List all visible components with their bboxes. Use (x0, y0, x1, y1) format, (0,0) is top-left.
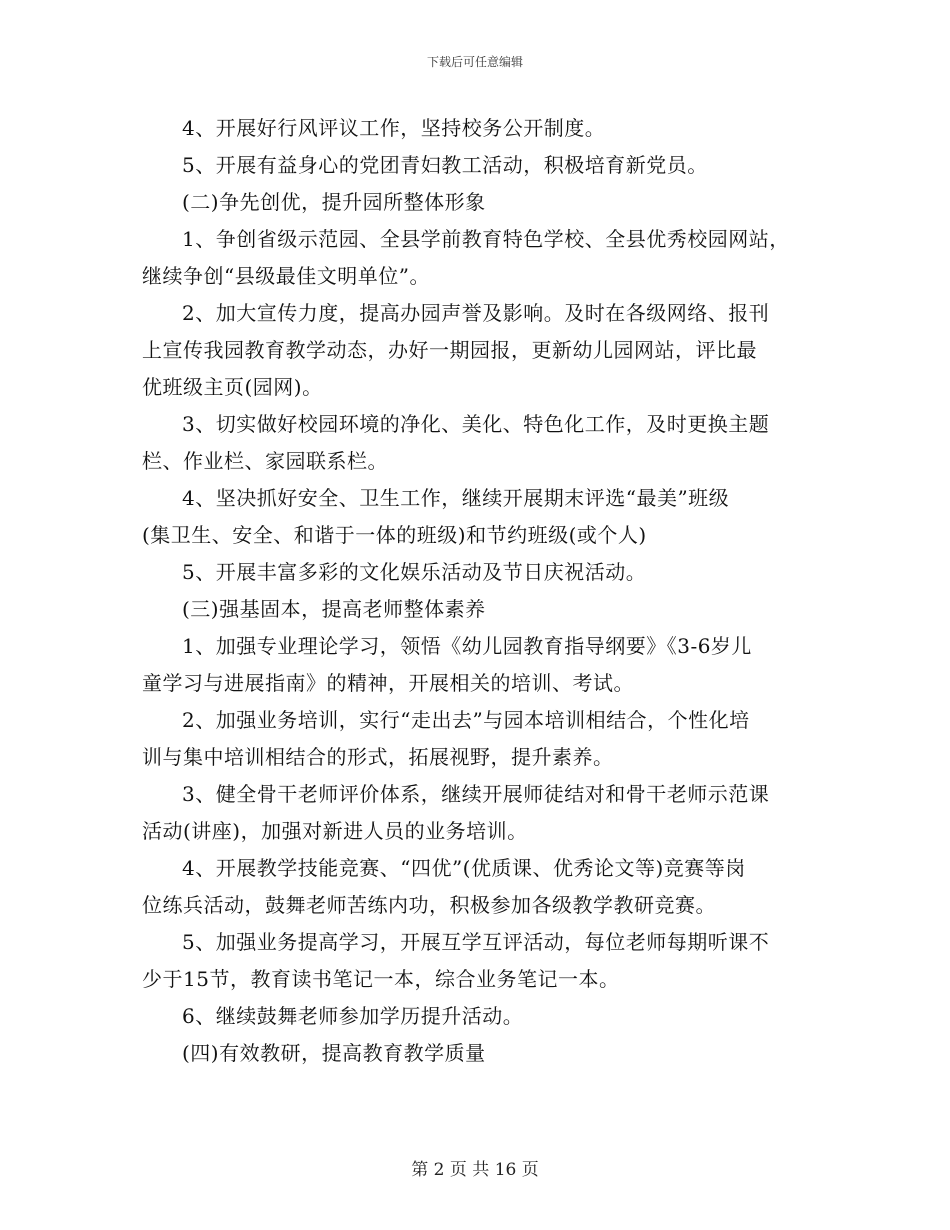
section-heading-3: (三)强基固本，提高老师整体素养 (182, 597, 486, 621)
line-7: 上宣传我园教育教学动态，办好一期园报，更新幼儿园网站，评比最 (142, 338, 757, 362)
line-18: 训与集中培训相结合的形式，拓展视野，提升素养。 (142, 745, 614, 769)
line-8: 优班级主页(园网)。 (142, 375, 323, 399)
line-5: 继续争创“县级最佳文明单位”。 (142, 264, 430, 288)
line-11: 4、坚决抓好安全、卫生工作，继续开展期末评选“最美”班级 (182, 486, 730, 510)
section-heading-4: (四)有效教研，提高教育教学质量 (182, 1041, 486, 1065)
line-12: (集卫生、安全、和谐于一体的班级)和节约班级(或个人) (142, 523, 647, 547)
line-25: 6、继续鼓舞老师参加学历提升活动。 (182, 1004, 524, 1028)
line-2: 5、开展有益身心的党团青妇教工活动，积极培育新党员。 (182, 153, 708, 177)
line-20: 活动(讲座)，加强对新进人员的业务培训。 (142, 819, 528, 843)
line-13: 5、开展丰富多彩的文化娱乐活动及节日庆祝活动。 (182, 560, 647, 584)
line-10: 栏、作业栏、家园联系栏。 (142, 449, 388, 473)
line-23: 5、加强业务提高学习，开展互学互评活动，每位老师每期听课不 (182, 930, 770, 954)
line-17: 2、加强业务培训，实行“走出去”与园本培训相结合，个性化培 (182, 708, 750, 732)
line-9: 3、切实做好校园环境的净化、美化、特色化工作，及时更换主题 (182, 412, 770, 436)
section-heading-2: (二)争先创优，提升园所整体形象 (182, 190, 486, 214)
line-19: 3、健全骨干老师评价体系，继续开展师徒结对和骨干老师示范课 (182, 782, 770, 806)
line-22: 位练兵活动，鼓舞老师苦练内功，积极参加各级教学教研竞赛。 (142, 893, 716, 917)
line-15: 1、加强专业理论学习，领悟《幼儿园教育指导纲要》《3-6岁儿 (182, 634, 752, 658)
line-6: 2、加大宣传力度，提高办园声誉及影响。及时在各级网络、报刊 (182, 301, 770, 325)
line-24: 少于15节，教育读书笔记一本，综合业务笔记一本。 (142, 967, 620, 991)
line-1: 4、开展好行风评议工作，坚持校务公开制度。 (182, 116, 606, 140)
document-body (142, 110, 807, 1072)
line-21: 4、开展教学技能竞赛、“四优”(优质课、优秀论文等)竞赛等岗 (182, 856, 746, 880)
line-16: 童学习与进展指南》的精神，开展相关的培训、考试。 (142, 671, 634, 695)
page-number: 第 2 页 共 16 页 (411, 1160, 539, 1180)
page-header-note: 下载后可任意编辑 (426, 55, 523, 69)
line-4: 1、争创省级示范园、全县学前教育特色学校、全县优秀校园网站， (182, 227, 790, 251)
